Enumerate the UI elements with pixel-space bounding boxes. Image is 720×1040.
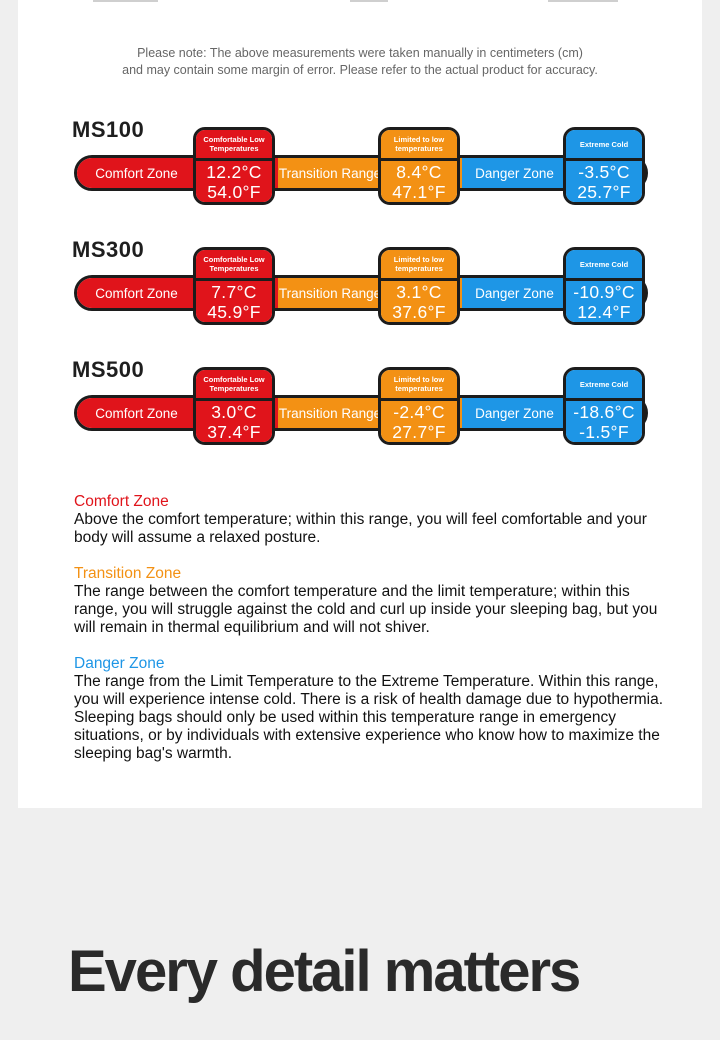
limit-celsius: -2.4°C — [393, 401, 445, 422]
limit-fahrenheit: 37.6°F — [392, 301, 446, 322]
model-ms100-chart — [18, 117, 702, 227]
comfort-temp-box — [193, 127, 275, 205]
comfort-fahrenheit: 54.0°F — [207, 181, 261, 202]
danger-zone-heading: Danger Zone — [74, 655, 165, 672]
transition-range-segment: Transition Range — [278, 278, 382, 308]
model-ms500-chart — [18, 357, 702, 467]
limit-temp-box — [378, 127, 460, 205]
extreme-fahrenheit: 25.7°F — [577, 181, 631, 202]
extreme-cold-caption: Extreme Cold — [566, 130, 642, 161]
extreme-cold-caption: Extreme Cold — [566, 370, 642, 401]
danger-zone-text: The range from the Limit Temperature to the Extreme Temperature. Within this range, you will experience intense cold. There is a risk of health damage due to hypothermia. Sleeping bags should only be used within this temperature range in emergency situations, or by individuals with extensive experience who know how to maximize the sleeping bag's warmth. — [74, 673, 664, 762]
divider — [350, 0, 388, 2]
extreme-fahrenheit: -1.5°F — [579, 421, 629, 442]
danger-zone-segment: Danger Zone — [462, 158, 567, 188]
limited-low-caption: Limited to low temperatures — [381, 370, 457, 401]
extreme-temp-box — [563, 127, 645, 205]
limited-low-caption: Limited to low temperatures — [381, 250, 457, 281]
limit-fahrenheit: 47.1°F — [392, 181, 446, 202]
comfort-celsius: 3.0°C — [211, 401, 257, 422]
model-name: MS300 — [72, 237, 145, 262]
comfort-zone-segment: Comfort Zone — [77, 278, 196, 308]
comfort-zone-heading: Comfort Zone — [74, 493, 169, 510]
top-dividers — [18, 0, 702, 4]
limit-temp-box — [378, 367, 460, 445]
comfortable-low-caption: Comfortable Low Temperatures — [196, 370, 272, 401]
note-line-2: and may contain some margin of error. Please refer to the actual product for accuracy. — [122, 63, 598, 77]
comfort-zone-segment: Comfort Zone — [77, 398, 196, 428]
limited-low-caption: Limited to low temperatures — [381, 130, 457, 161]
comfort-temp-box — [193, 367, 275, 445]
model-ms300-chart — [18, 237, 702, 347]
extreme-fahrenheit: 12.4°F — [577, 301, 631, 322]
content-card — [18, 0, 702, 808]
danger-zone-description — [74, 655, 674, 763]
comfort-zone-segment: Comfort Zone — [77, 158, 196, 188]
limit-temp-box — [378, 247, 460, 325]
extreme-cold-caption: Extreme Cold — [566, 250, 642, 281]
comfort-zone-description — [74, 493, 674, 547]
comfort-fahrenheit: 37.4°F — [207, 421, 261, 442]
comfort-celsius: 12.2°C — [206, 161, 262, 182]
extreme-celsius: -3.5°C — [578, 161, 630, 182]
extreme-celsius: -18.6°C — [573, 401, 635, 422]
extreme-temp-box — [563, 247, 645, 325]
transition-zone-heading: Transition Zone — [74, 565, 182, 582]
transition-zone-text: The range between the comfort temperature and the limit temperature; within this range, you will struggle against the cold and curl up inside your sleeping bag, but you will remain in thermal equilibrium and will not shiver. — [74, 583, 658, 636]
measurement-note — [18, 45, 702, 79]
divider — [93, 0, 158, 2]
danger-zone-segment: Danger Zone — [462, 398, 567, 428]
model-name: MS100 — [72, 117, 145, 142]
comfort-fahrenheit: 45.9°F — [207, 301, 261, 322]
comfort-celsius: 7.7°C — [211, 281, 257, 302]
temperature-bar — [74, 155, 648, 191]
limit-celsius: 3.1°C — [396, 281, 442, 302]
divider — [548, 0, 618, 2]
comfortable-low-caption: Comfortable Low Temperatures — [196, 250, 272, 281]
extreme-temp-box — [563, 367, 645, 445]
headline: Every detail matters — [68, 939, 580, 1004]
comfort-temp-box — [193, 247, 275, 325]
comfortable-low-caption: Comfortable Low Temperatures — [196, 130, 272, 161]
temperature-bar — [74, 275, 648, 311]
limit-fahrenheit: 27.7°F — [392, 421, 446, 442]
note-line-1: Please note: The above measurements were taken manually in centimeters (cm) — [137, 46, 583, 60]
transition-zone-description — [74, 565, 674, 637]
danger-zone-segment: Danger Zone — [462, 278, 567, 308]
extreme-celsius: -10.9°C — [573, 281, 635, 302]
temperature-bar — [74, 395, 648, 431]
limit-celsius: 8.4°C — [396, 161, 442, 182]
transition-range-segment: Transition Range — [278, 398, 382, 428]
model-name: MS500 — [72, 357, 145, 382]
transition-range-segment: Transition Range — [278, 158, 382, 188]
comfort-zone-text: Above the comfort temperature; within this range, you will feel comfortable and your body will assume a relaxed posture. — [74, 511, 647, 546]
